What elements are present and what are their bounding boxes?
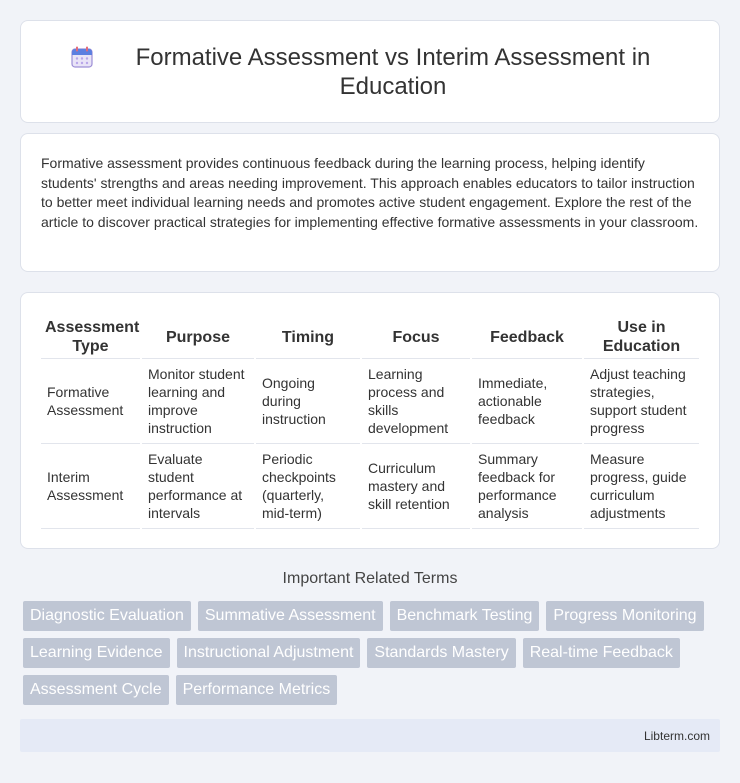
related-terms-tags xyxy=(20,601,720,705)
table-row xyxy=(41,444,699,529)
intro-card xyxy=(20,133,720,272)
footer xyxy=(20,719,720,752)
table-cell: Learning process and skills development xyxy=(361,359,471,444)
calendar-icon xyxy=(70,45,94,69)
intro-text: Formative assessment provides continuous feedback during the learning process, helping identify students' strengths and areas needing improvement. This approach enables educators to tailor instruction to better meet individual learning needs and promotes active student engagement. Explore the rest of the article to discover practical strategies for implementing effective formative assessments in your classroom. xyxy=(41,155,699,230)
tag-standards-mastery[interactable]: Standards Mastery xyxy=(367,638,515,668)
table-cell: Evaluate student performance at intervals xyxy=(141,444,255,529)
table-cell: Monitor student learning and improve instruction xyxy=(141,359,255,444)
header-card xyxy=(20,20,720,123)
tag-assessment-cycle[interactable]: Assessment Cycle xyxy=(23,675,169,705)
table-row xyxy=(41,359,699,444)
header-use-in-education: Use in Education xyxy=(583,313,699,359)
table-cell: Curriculum mastery and skill retention xyxy=(361,444,471,529)
tag-benchmark-testing[interactable]: Benchmark Testing xyxy=(390,601,540,631)
table-cell: Interim Assessment xyxy=(41,444,141,529)
page-title: Formative Assessment vs Interim Assessment in Education xyxy=(135,43,651,100)
header-timing: Timing xyxy=(255,313,361,359)
table-header-row xyxy=(41,313,699,359)
comparison-table xyxy=(41,313,699,529)
table-cell: Formative Assessment xyxy=(41,359,141,444)
tag-performance-metrics[interactable]: Performance Metrics xyxy=(176,675,338,705)
tag-diagnostic-evaluation[interactable]: Diagnostic Evaluation xyxy=(23,601,191,631)
footer-site-link[interactable]: Libterm.com xyxy=(643,728,710,743)
tag-real-time-feedback[interactable]: Real-time Feedback xyxy=(523,638,680,668)
related-terms-title: Important Related Terms xyxy=(282,570,458,587)
comparison-table-card xyxy=(20,292,720,549)
header-purpose: Purpose xyxy=(141,313,255,359)
table-cell: Periodic checkpoints (quarterly, mid-term) xyxy=(255,444,361,529)
header-focus: Focus xyxy=(361,313,471,359)
tag-instructional-adjustment[interactable]: Instructional Adjustment xyxy=(177,638,361,668)
table-cell: Ongoing during instruction xyxy=(255,359,361,444)
header-inner xyxy=(70,43,670,101)
table-cell: Adjust teaching strategies, support student progress xyxy=(583,359,699,444)
header-feedback: Feedback xyxy=(471,313,583,359)
table-cell: Immediate, actionable feedback xyxy=(471,359,583,444)
table-cell: Summary feedback for performance analysis xyxy=(471,444,583,529)
header-assessment-type: Assessment Type xyxy=(41,313,141,359)
table-cell: Measure progress, guide curriculum adjustments xyxy=(583,444,699,529)
tag-progress-monitoring[interactable]: Progress Monitoring xyxy=(546,601,703,631)
related-terms-section xyxy=(20,569,720,705)
tag-learning-evidence[interactable]: Learning Evidence xyxy=(23,638,170,668)
tag-summative-assessment[interactable]: Summative Assessment xyxy=(198,601,383,631)
